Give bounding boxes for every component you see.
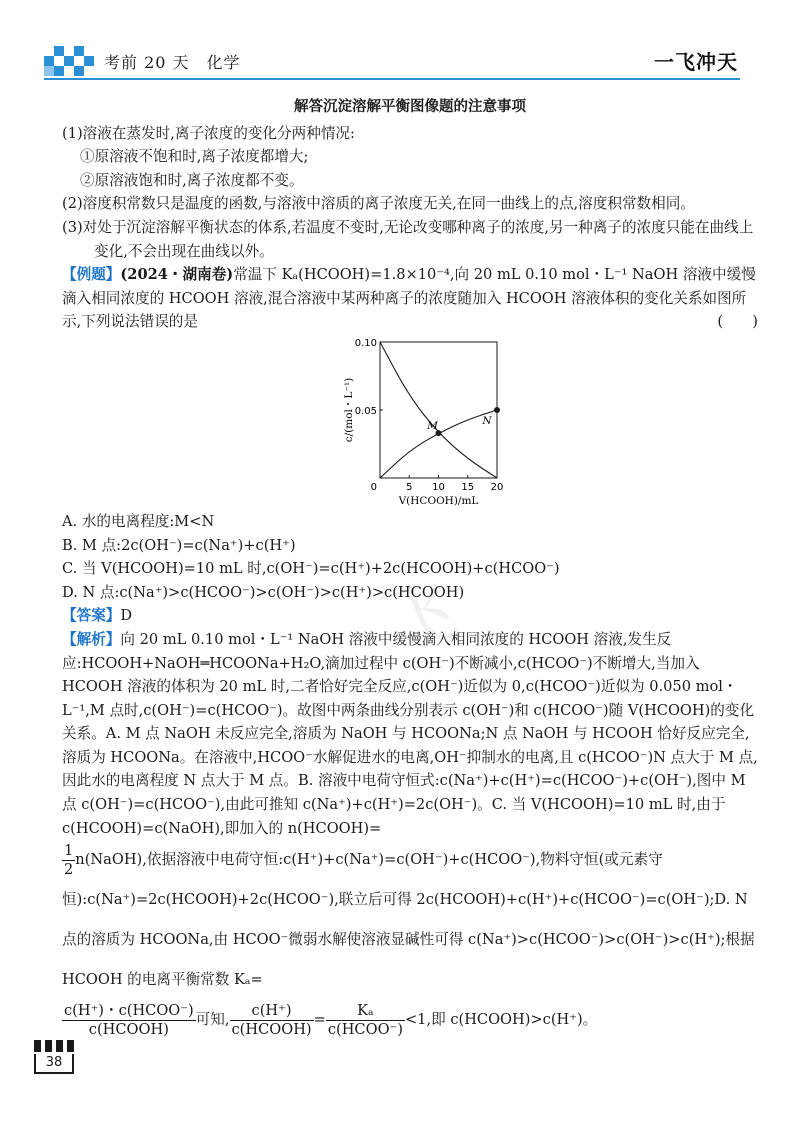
- option-d: D. N 点:c(Na⁺)>c(HCOO⁻)>c(OH⁻)>c(H⁺)>c(HCOOH): [62, 583, 465, 601]
- answer-bracket: ( ): [717, 313, 758, 331]
- origin-label: 0: [370, 481, 377, 493]
- header-brand-logo: 一飞冲天: [654, 50, 738, 74]
- series-oh-line: [380, 342, 497, 478]
- option-b: B. M 点:2c(OH⁻)=c(Na⁺)+c(H⁺): [62, 536, 296, 554]
- y-tick-label: 0.10: [354, 337, 377, 349]
- example-stem: 常温下 Kₐ(HCOOH)=1.8×10⁻⁴,向 20 mL 0.10 mol・L⁻¹ NaOH 溶液中缓慢滴入相同浓度的 HCOOH 溶液,混合溶液中某两种离子的浓度随加入 HCOOH 溶液体积的变化关系如图所示,下列说法错误的是: [62, 266, 756, 331]
- x-tick-label: 10: [432, 481, 445, 493]
- point-label-n: N: [482, 414, 492, 427]
- y-axis-label: c/(mol・L⁻¹): [343, 377, 355, 443]
- analysis-final-line: [62, 1000, 758, 1040]
- header-title: 考前 20 天 化学: [104, 53, 241, 72]
- y-tick-label: 0.05: [354, 405, 377, 417]
- tail-text: <1,即 c(HCOOH)>c(H⁺)。: [404, 1011, 598, 1029]
- series-hcoo-line: [380, 410, 497, 478]
- analysis-paragraph: [62, 628, 758, 840]
- x-tick-label: 20: [490, 481, 504, 493]
- ka-mid-text: 可知,: [195, 1011, 230, 1029]
- equals-sign: =: [313, 1011, 326, 1029]
- notes-heading: 解答沉淀溶解平衡图像题的注意事项: [294, 99, 526, 115]
- example-tag: 【例题】: [62, 266, 121, 284]
- example-stem-paragraph: [62, 263, 758, 334]
- fraction-half: $\frac{1}{2}$: [64, 841, 74, 878]
- answer-line: [62, 604, 758, 628]
- point-label-m: M: [427, 420, 438, 433]
- x-tick-label: 15: [461, 481, 475, 493]
- analysis-text-2: n(NaOH),依据溶液中电荷守恒:c(H⁺)+c(Na⁺)=c(OH⁻)+c(HCOO⁻),物料守恒(或元素守恒):c(Na⁺)=2c(HCOOH)+2c(HCOO⁻),联立后可得 2c(HCOOH)+c(H⁺)+c(HCOO⁻)=c(OH⁻);D. N 点的溶质为 HCOONa,由 HCOO⁻微弱水解使溶液显碱性可得 c(Na⁺)>c(HCOO⁻)>c(OH⁻)>c(H⁺);根据 HCOOH 的电离平衡常数 Kₐ=: [62, 851, 755, 989]
- header-checker-logo: [44, 46, 96, 76]
- option-a: A. 水的电离程度:M<N: [62, 512, 215, 530]
- answer-tag: 【答案】: [62, 607, 121, 625]
- ratio2-fraction: $\frac{\text{Kₐ}}{\text{c(HCOO⁻)}}$: [327, 1001, 403, 1038]
- note-2: (2)溶度积常数只是温度的函数,与溶液中溶质的离子浓度无关,在同一曲线上的点,溶度积常数相同。: [62, 195, 695, 213]
- note-1: (1)溶液在蒸发时,离子浓度的变化分两种情况:: [62, 124, 355, 142]
- chart-figure: [62, 334, 758, 510]
- page-number: 38: [34, 1054, 74, 1074]
- x-tick-label: 5: [406, 481, 413, 493]
- option-c: C. 当 V(HCOOH)=10 mL 时,c(OH⁻)=c(H⁺)+2c(HCOOH)+c(HCOO⁻): [62, 560, 560, 578]
- plot-frame: [380, 342, 497, 478]
- note-3: (3)对处于沉淀溶解平衡状态的体系,若温度不变时,无论改变哪种离子的浓度,另一种离子的浓度只能在曲线上变化,不会出现在曲线以外。: [62, 218, 754, 260]
- page-number-flag: [34, 1040, 78, 1052]
- answer-value: D: [120, 607, 133, 625]
- analysis-paragraph-2: [62, 840, 758, 1000]
- note-1b: ②原溶液饱和时,离子浓度都不变。: [80, 171, 304, 189]
- concentration-chart: [332, 336, 522, 508]
- note-1a: ①原溶液不饱和时,离子浓度都增大;: [80, 148, 309, 166]
- header-divider: [44, 78, 740, 80]
- ka-fraction: $\frac{\text{c(H⁺)・c(HCOO⁻)}}{\text{c(HCOOH)}}$: [64, 1001, 194, 1038]
- page-content: [62, 96, 758, 1040]
- analysis-text: 向 20 mL 0.10 mol・L⁻¹ NaOH 溶液中缓慢滴入相同浓度的 HCOOH 溶液,发生反应:HCOOH+NaOH═HCOONa+H₂O,滴加过程中 c(OH⁻)不断减小,c(HCOO⁻)不断增大,当加入 HCOOH 溶液的体积为 20 mL 时,二者恰好完全反应,c(OH⁻)近似为 0,c(HCOO⁻)近似为 0.050 mol・L⁻¹,M 点时,c(OH⁻)=c(HCOO⁻)。故图中两条曲线分别表示 c(OH⁻)和 c(HCOO⁻)随 V(HCOOH)的变化关系。A. M 点 NaOH 未反应完全,溶质为 NaOH 与 HCOONa;N 点 NaOH 与 HCOOH 恰好反应完全,溶质为 HCOONa。在溶液中,HCOO⁻水解促进水的电离,OH⁻抑制水的电离,且 c(HCOO⁻)N 点大于 M 点,因此水的电离程度 N 点大于 M 点。B. 溶液中电荷守恒式:c(Na⁺)+c(H⁺)=c(HCOO⁻)+c(OH⁻),图中 M 点 c(OH⁻)=c(HCOO⁻),由此可推知 c(Na⁺)+c(H⁺)=2c(OH⁻)。C. 当 V(HCOOH)=10 mL 时,由于 c(HCOOH)=c(NaOH),即加入的 n(HCOOH)=: [62, 630, 758, 837]
- point-n: [494, 407, 500, 413]
- example-source: (2024・湖南卷): [120, 266, 234, 284]
- x-axis-label: V(HCOOH)/mL: [398, 494, 479, 507]
- ratio-fraction: $\frac{c(H^+)}{\text{c(HCOOH)}}$: [231, 1001, 312, 1038]
- watermark: 飞: [370, 566, 468, 672]
- analysis-tag: 【解析】: [62, 630, 121, 648]
- page-number-badge: [34, 1040, 78, 1072]
